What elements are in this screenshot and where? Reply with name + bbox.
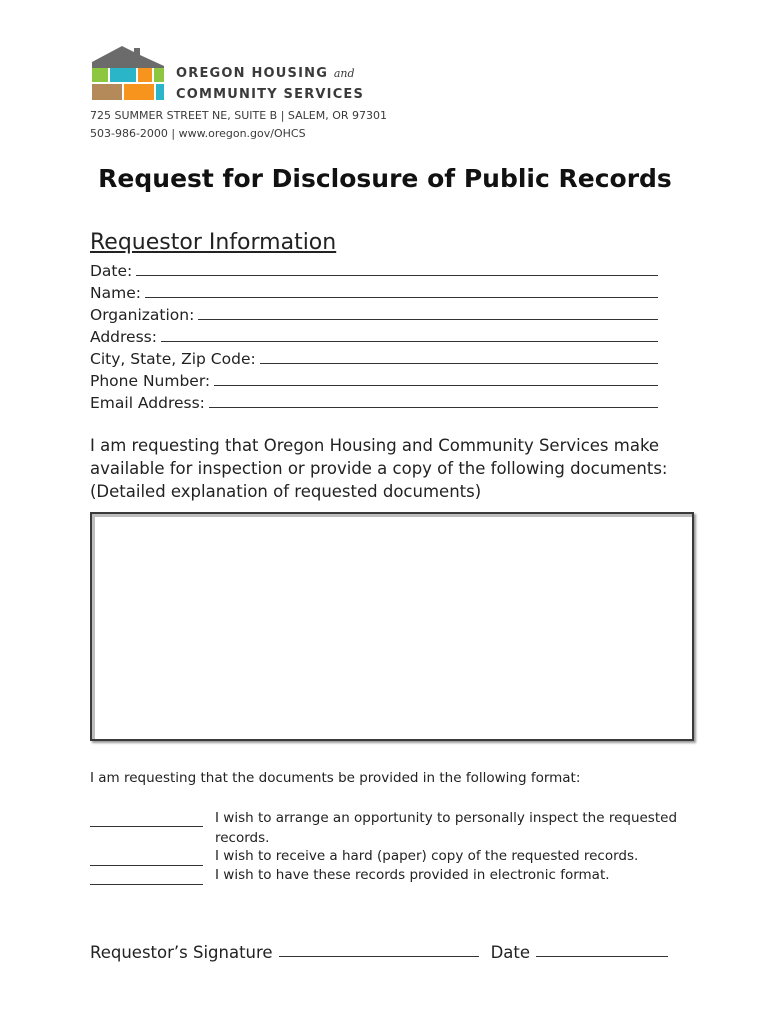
paper-copy-option-blank[interactable] <box>90 864 203 866</box>
date-line[interactable] <box>136 274 658 276</box>
org-address: 725 SUMMER STREET NE, SUITE B | SALEM, OR 97301 <box>90 109 387 122</box>
organization-label: Organization: <box>90 306 195 324</box>
request-statement: I am requesting that Oregon Housing and Community Services make available for inspection or provide a copy of the following documents: (Detailed explanation of requested documents) <box>90 436 668 501</box>
city-state-zip-label: City, State, Zip Code: <box>90 350 256 368</box>
org-name-and: and <box>333 67 355 80</box>
date-label: Date: <box>90 262 133 280</box>
organization-field[interactable] <box>90 302 658 324</box>
signature-date-label: Date <box>490 943 531 962</box>
city-state-zip-line[interactable] <box>260 362 658 364</box>
signature-label: Requestor’s Signature <box>90 943 273 962</box>
date-field[interactable] <box>90 258 658 280</box>
ohcs-logo <box>90 44 166 104</box>
name-field[interactable] <box>90 280 658 302</box>
phone-number-label: Phone Number: <box>90 372 211 390</box>
phone-number-field[interactable] <box>90 368 658 390</box>
email-address-label: Email Address: <box>90 394 205 412</box>
requestor-information-heading: Requestor Information <box>90 230 337 255</box>
signature-line[interactable] <box>279 955 479 957</box>
email-address-field[interactable] <box>90 390 658 412</box>
requested-documents-textarea[interactable] <box>90 512 694 741</box>
electronic-option-blank[interactable] <box>90 883 203 885</box>
name-label: Name: <box>90 284 141 302</box>
org-name-line2: COMMUNITY SERVICES <box>176 87 365 102</box>
address-field[interactable] <box>90 324 658 346</box>
org-contact: 503-986-2000 | www.oregon.gov/OHCS <box>90 127 306 140</box>
org-name-line1: OREGON HOUSING and <box>176 66 355 81</box>
signature-date-line[interactable] <box>536 955 668 957</box>
address-line[interactable] <box>161 340 658 342</box>
address-label: Address: <box>90 328 157 346</box>
paper-copy-option-text: I wish to receive a hard (paper) copy of the requested records. <box>215 848 639 864</box>
city-state-zip-field[interactable] <box>90 346 658 368</box>
organization-line[interactable] <box>198 318 658 320</box>
name-line[interactable] <box>145 296 658 298</box>
electronic-option-text: I wish to have these records provided in electronic format. <box>215 867 610 883</box>
phone-number-line[interactable] <box>214 384 658 386</box>
signature-row <box>90 938 680 962</box>
inspect-option-text: I wish to arrange an opportunity to personally inspect the requested records. <box>215 810 678 846</box>
format-heading: I am requesting that the documents be provided in the following format: <box>90 770 581 786</box>
page-title: Request for Disclosure of Public Records <box>98 164 672 193</box>
inspect-option-blank[interactable] <box>90 825 203 827</box>
email-address-line[interactable] <box>209 406 658 408</box>
